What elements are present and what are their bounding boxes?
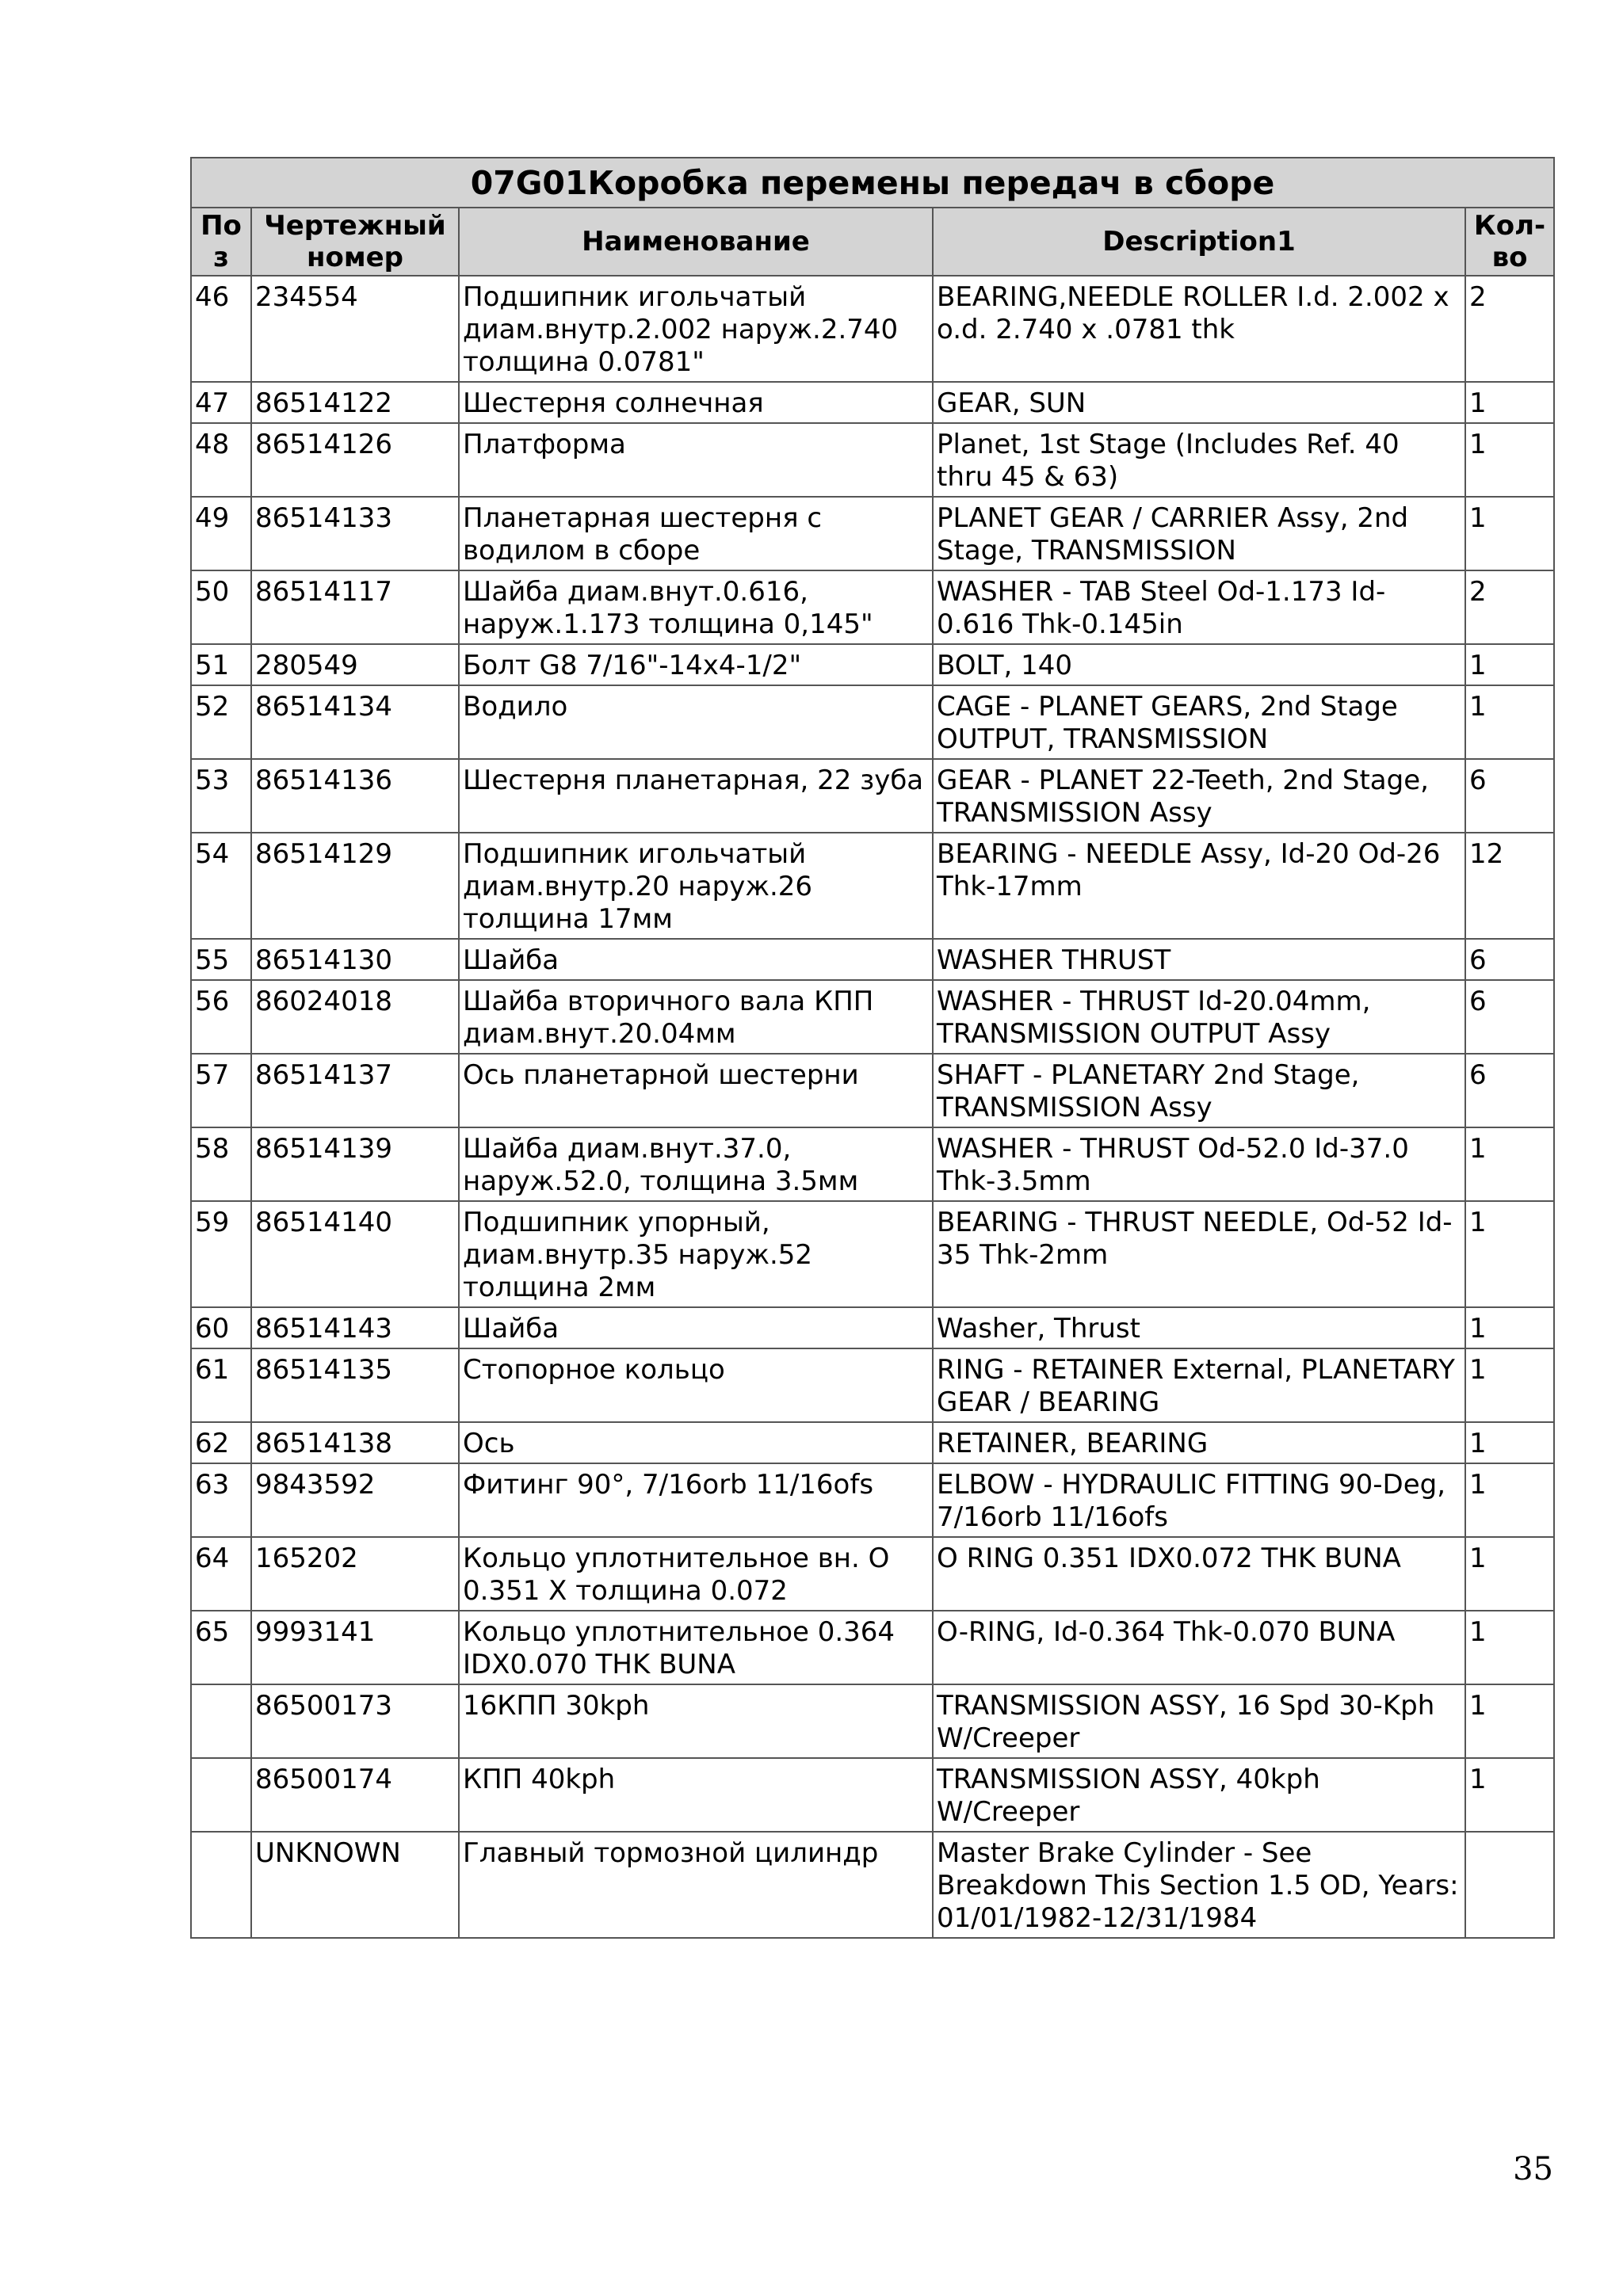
cell-part-number: 86500173	[251, 1684, 459, 1758]
table-row	[191, 1684, 1554, 1758]
page-number: 35	[1513, 2151, 1553, 2187]
cell-part-number: 86514135	[251, 1348, 459, 1422]
table-row	[191, 1348, 1554, 1422]
col-header-qty: Кол-во	[1465, 208, 1554, 276]
table-row	[191, 1537, 1554, 1611]
cell-pos: 58	[191, 1127, 251, 1201]
cell-part-number: 86514129	[251, 833, 459, 939]
table-row	[191, 1201, 1554, 1307]
table-row	[191, 644, 1554, 685]
cell-qty: 1	[1465, 1611, 1554, 1684]
cell-description: BEARING,NEEDLE ROLLER I.d. 2.002 x o.d. 2.740 x .0781 thk	[933, 276, 1465, 382]
col-header-part-number: Чертежный номер	[251, 208, 459, 276]
table-row	[191, 1832, 1554, 1938]
cell-name: Фитинг 90°, 7/16orb 11/16ofs	[459, 1463, 933, 1537]
cell-qty: 1	[1465, 1758, 1554, 1832]
cell-name: Водило	[459, 685, 933, 759]
table-row	[191, 1463, 1554, 1537]
cell-pos: 51	[191, 644, 251, 685]
cell-name: 16КПП 30kph	[459, 1684, 933, 1758]
cell-name: Платформа	[459, 423, 933, 497]
table-row	[191, 685, 1554, 759]
cell-qty: 6	[1465, 980, 1554, 1054]
cell-pos: 59	[191, 1201, 251, 1307]
cell-qty: 12	[1465, 833, 1554, 939]
cell-name: Подшипник игольчатый диам.внутр.2.002 наруж.2.740 толщина 0.0781"	[459, 276, 933, 382]
cell-qty: 1	[1465, 1127, 1554, 1201]
table-row	[191, 980, 1554, 1054]
cell-name: Болт G8 7/16"-14x4-1/2"	[459, 644, 933, 685]
cell-qty: 2	[1465, 570, 1554, 644]
cell-qty: 6	[1465, 939, 1554, 980]
cell-name: Главный тормозной цилиндр	[459, 1832, 933, 1938]
cell-part-number: 86514143	[251, 1307, 459, 1348]
cell-part-number: 280549	[251, 644, 459, 685]
cell-name: Кольцо уплотнительное 0.364 IDX0.070 THK BUNA	[459, 1611, 933, 1684]
table-row	[191, 1054, 1554, 1127]
cell-name: Шайба	[459, 939, 933, 980]
cell-part-number: 86514122	[251, 382, 459, 423]
cell-pos: 49	[191, 497, 251, 570]
cell-part-number: 86514140	[251, 1201, 459, 1307]
cell-part-number: 165202	[251, 1537, 459, 1611]
cell-part-number: 234554	[251, 276, 459, 382]
table-row	[191, 497, 1554, 570]
cell-part-number: 86500174	[251, 1758, 459, 1832]
cell-description: TRANSMISSION ASSY, 40kph W/Creeper	[933, 1758, 1465, 1832]
table-row	[191, 570, 1554, 644]
cell-pos: 50	[191, 570, 251, 644]
col-header-pos: Поз	[191, 208, 251, 276]
cell-pos: 61	[191, 1348, 251, 1422]
cell-qty: 1	[1465, 1684, 1554, 1758]
cell-pos: 63	[191, 1463, 251, 1537]
cell-name: Ось	[459, 1422, 933, 1463]
table-row	[191, 939, 1554, 980]
cell-pos	[191, 1684, 251, 1758]
cell-description: BEARING - THRUST NEEDLE, Od-52 Id-35 Thk-2mm	[933, 1201, 1465, 1307]
cell-pos	[191, 1832, 251, 1938]
cell-qty: 1	[1465, 685, 1554, 759]
cell-pos: 55	[191, 939, 251, 980]
cell-qty: 1	[1465, 423, 1554, 497]
cell-description: BOLT, 140	[933, 644, 1465, 685]
cell-description: PLANET GEAR / CARRIER Assy, 2nd Stage, TRANSMISSION	[933, 497, 1465, 570]
cell-pos: 52	[191, 685, 251, 759]
cell-pos: 54	[191, 833, 251, 939]
cell-part-number: 86514137	[251, 1054, 459, 1127]
cell-name: Шестерня планетарная, 22 зуба	[459, 759, 933, 833]
cell-description: WASHER - TAB Steel Od-1.173 Id-0.616 Thk-0.145in	[933, 570, 1465, 644]
cell-description: Planet, 1st Stage (Includes Ref. 40 thru 45 & 63)	[933, 423, 1465, 497]
cell-pos: 57	[191, 1054, 251, 1127]
cell-qty: 1	[1465, 1307, 1554, 1348]
cell-qty: 1	[1465, 497, 1554, 570]
cell-name: Шайба диам.внут.0.616, наруж.1.173 толщина 0,145"	[459, 570, 933, 644]
cell-qty: 6	[1465, 1054, 1554, 1127]
cell-qty: 1	[1465, 1422, 1554, 1463]
table-row	[191, 1422, 1554, 1463]
cell-part-number: 86514139	[251, 1127, 459, 1201]
cell-qty: 1	[1465, 1537, 1554, 1611]
cell-part-number: 86514117	[251, 570, 459, 644]
cell-part-number: 86514138	[251, 1422, 459, 1463]
cell-description: GEAR, SUN	[933, 382, 1465, 423]
table-row	[191, 759, 1554, 833]
table-row	[191, 833, 1554, 939]
table-row	[191, 423, 1554, 497]
table-row	[191, 276, 1554, 382]
cell-part-number: 86514136	[251, 759, 459, 833]
cell-part-number: 86514133	[251, 497, 459, 570]
cell-name: Кольцо уплотнительное вн. О 0.351 Х толщина 0.072	[459, 1537, 933, 1611]
cell-part-number: 9993141	[251, 1611, 459, 1684]
cell-part-number: 86514134	[251, 685, 459, 759]
cell-description: ELBOW - HYDRAULIC FITTING 90-Deg, 7/16orb 11/16ofs	[933, 1463, 1465, 1537]
cell-description: WASHER - THRUST Id-20.04mm, TRANSMISSION OUTPUT Assy	[933, 980, 1465, 1054]
cell-name: Подшипник игольчатый диам.внутр.20 наруж.26 толщина 17мм	[459, 833, 933, 939]
cell-description: BEARING - NEEDLE Assy, Id-20 Od-26 Thk-17mm	[933, 833, 1465, 939]
cell-pos: 53	[191, 759, 251, 833]
cell-pos: 56	[191, 980, 251, 1054]
cell-part-number: 86514126	[251, 423, 459, 497]
cell-name: Ось планетарной шестерни	[459, 1054, 933, 1127]
cell-pos: 65	[191, 1611, 251, 1684]
cell-description: RING - RETAINER External, PLANETARY GEAR / BEARING	[933, 1348, 1465, 1422]
col-header-name: Наименование	[459, 208, 933, 276]
cell-part-number: UNKNOWN	[251, 1832, 459, 1938]
cell-qty: 1	[1465, 1201, 1554, 1307]
cell-pos: 48	[191, 423, 251, 497]
cell-description: Master Brake Cylinder - See Breakdown This Section 1.5 OD, Years: 01/01/1982-12/31/1984	[933, 1832, 1465, 1938]
cell-description: SHAFT - PLANETARY 2nd Stage, TRANSMISSION Assy	[933, 1054, 1465, 1127]
cell-description: RETAINER, BEARING	[933, 1422, 1465, 1463]
cell-description: WASHER - THRUST Od-52.0 Id-37.0 Thk-3.5mm	[933, 1127, 1465, 1201]
cell-part-number: 86514130	[251, 939, 459, 980]
cell-pos: 62	[191, 1422, 251, 1463]
cell-qty: 2	[1465, 276, 1554, 382]
cell-name: Шайба диам.внут.37.0, наруж.52.0, толщина 3.5мм	[459, 1127, 933, 1201]
col-header-description: Description1	[933, 208, 1465, 276]
table-row	[191, 1758, 1554, 1832]
table-row	[191, 1127, 1554, 1201]
table-body	[191, 276, 1554, 1938]
cell-description: WASHER THRUST	[933, 939, 1465, 980]
cell-qty: 6	[1465, 759, 1554, 833]
cell-qty: 1	[1465, 382, 1554, 423]
cell-qty	[1465, 1832, 1554, 1938]
cell-pos: 64	[191, 1537, 251, 1611]
cell-pos: 46	[191, 276, 251, 382]
parts-table	[190, 157, 1555, 1939]
table-row	[191, 382, 1554, 423]
cell-pos	[191, 1758, 251, 1832]
cell-description: CAGE - PLANET GEARS, 2nd Stage OUTPUT, TRANSMISSION	[933, 685, 1465, 759]
cell-description: O-RING, Id-0.364 Thk-0.070 BUNA	[933, 1611, 1465, 1684]
cell-pos: 47	[191, 382, 251, 423]
cell-part-number: 86024018	[251, 980, 459, 1054]
cell-name: Подшипник упорный, диам.внутр.35 наруж.52 толщина 2мм	[459, 1201, 933, 1307]
cell-qty: 1	[1465, 644, 1554, 685]
cell-qty: 1	[1465, 1348, 1554, 1422]
table-row	[191, 1611, 1554, 1684]
table-title: 07G01Коробка перемены передач в сборе	[191, 158, 1554, 208]
cell-description: TRANSMISSION ASSY, 16 Spd 30-Kph W/Creeper	[933, 1684, 1465, 1758]
cell-description: Washer, Thrust	[933, 1307, 1465, 1348]
cell-description: GEAR - PLANET 22-Teeth, 2nd Stage, TRANSMISSION Assy	[933, 759, 1465, 833]
cell-name: Шайба	[459, 1307, 933, 1348]
cell-pos: 60	[191, 1307, 251, 1348]
cell-description: O RING 0.351 IDX0.072 THK BUNA	[933, 1537, 1465, 1611]
cell-part-number: 9843592	[251, 1463, 459, 1537]
cell-name: Шайба вторичного вала КПП диам.внут.20.04мм	[459, 980, 933, 1054]
cell-name: КПП 40kph	[459, 1758, 933, 1832]
cell-name: Стопорное кольцо	[459, 1348, 933, 1422]
cell-name: Планетарная шестерня с водилом в сборе	[459, 497, 933, 570]
table-row	[191, 1307, 1554, 1348]
cell-name: Шестерня солнечная	[459, 382, 933, 423]
cell-qty: 1	[1465, 1463, 1554, 1537]
